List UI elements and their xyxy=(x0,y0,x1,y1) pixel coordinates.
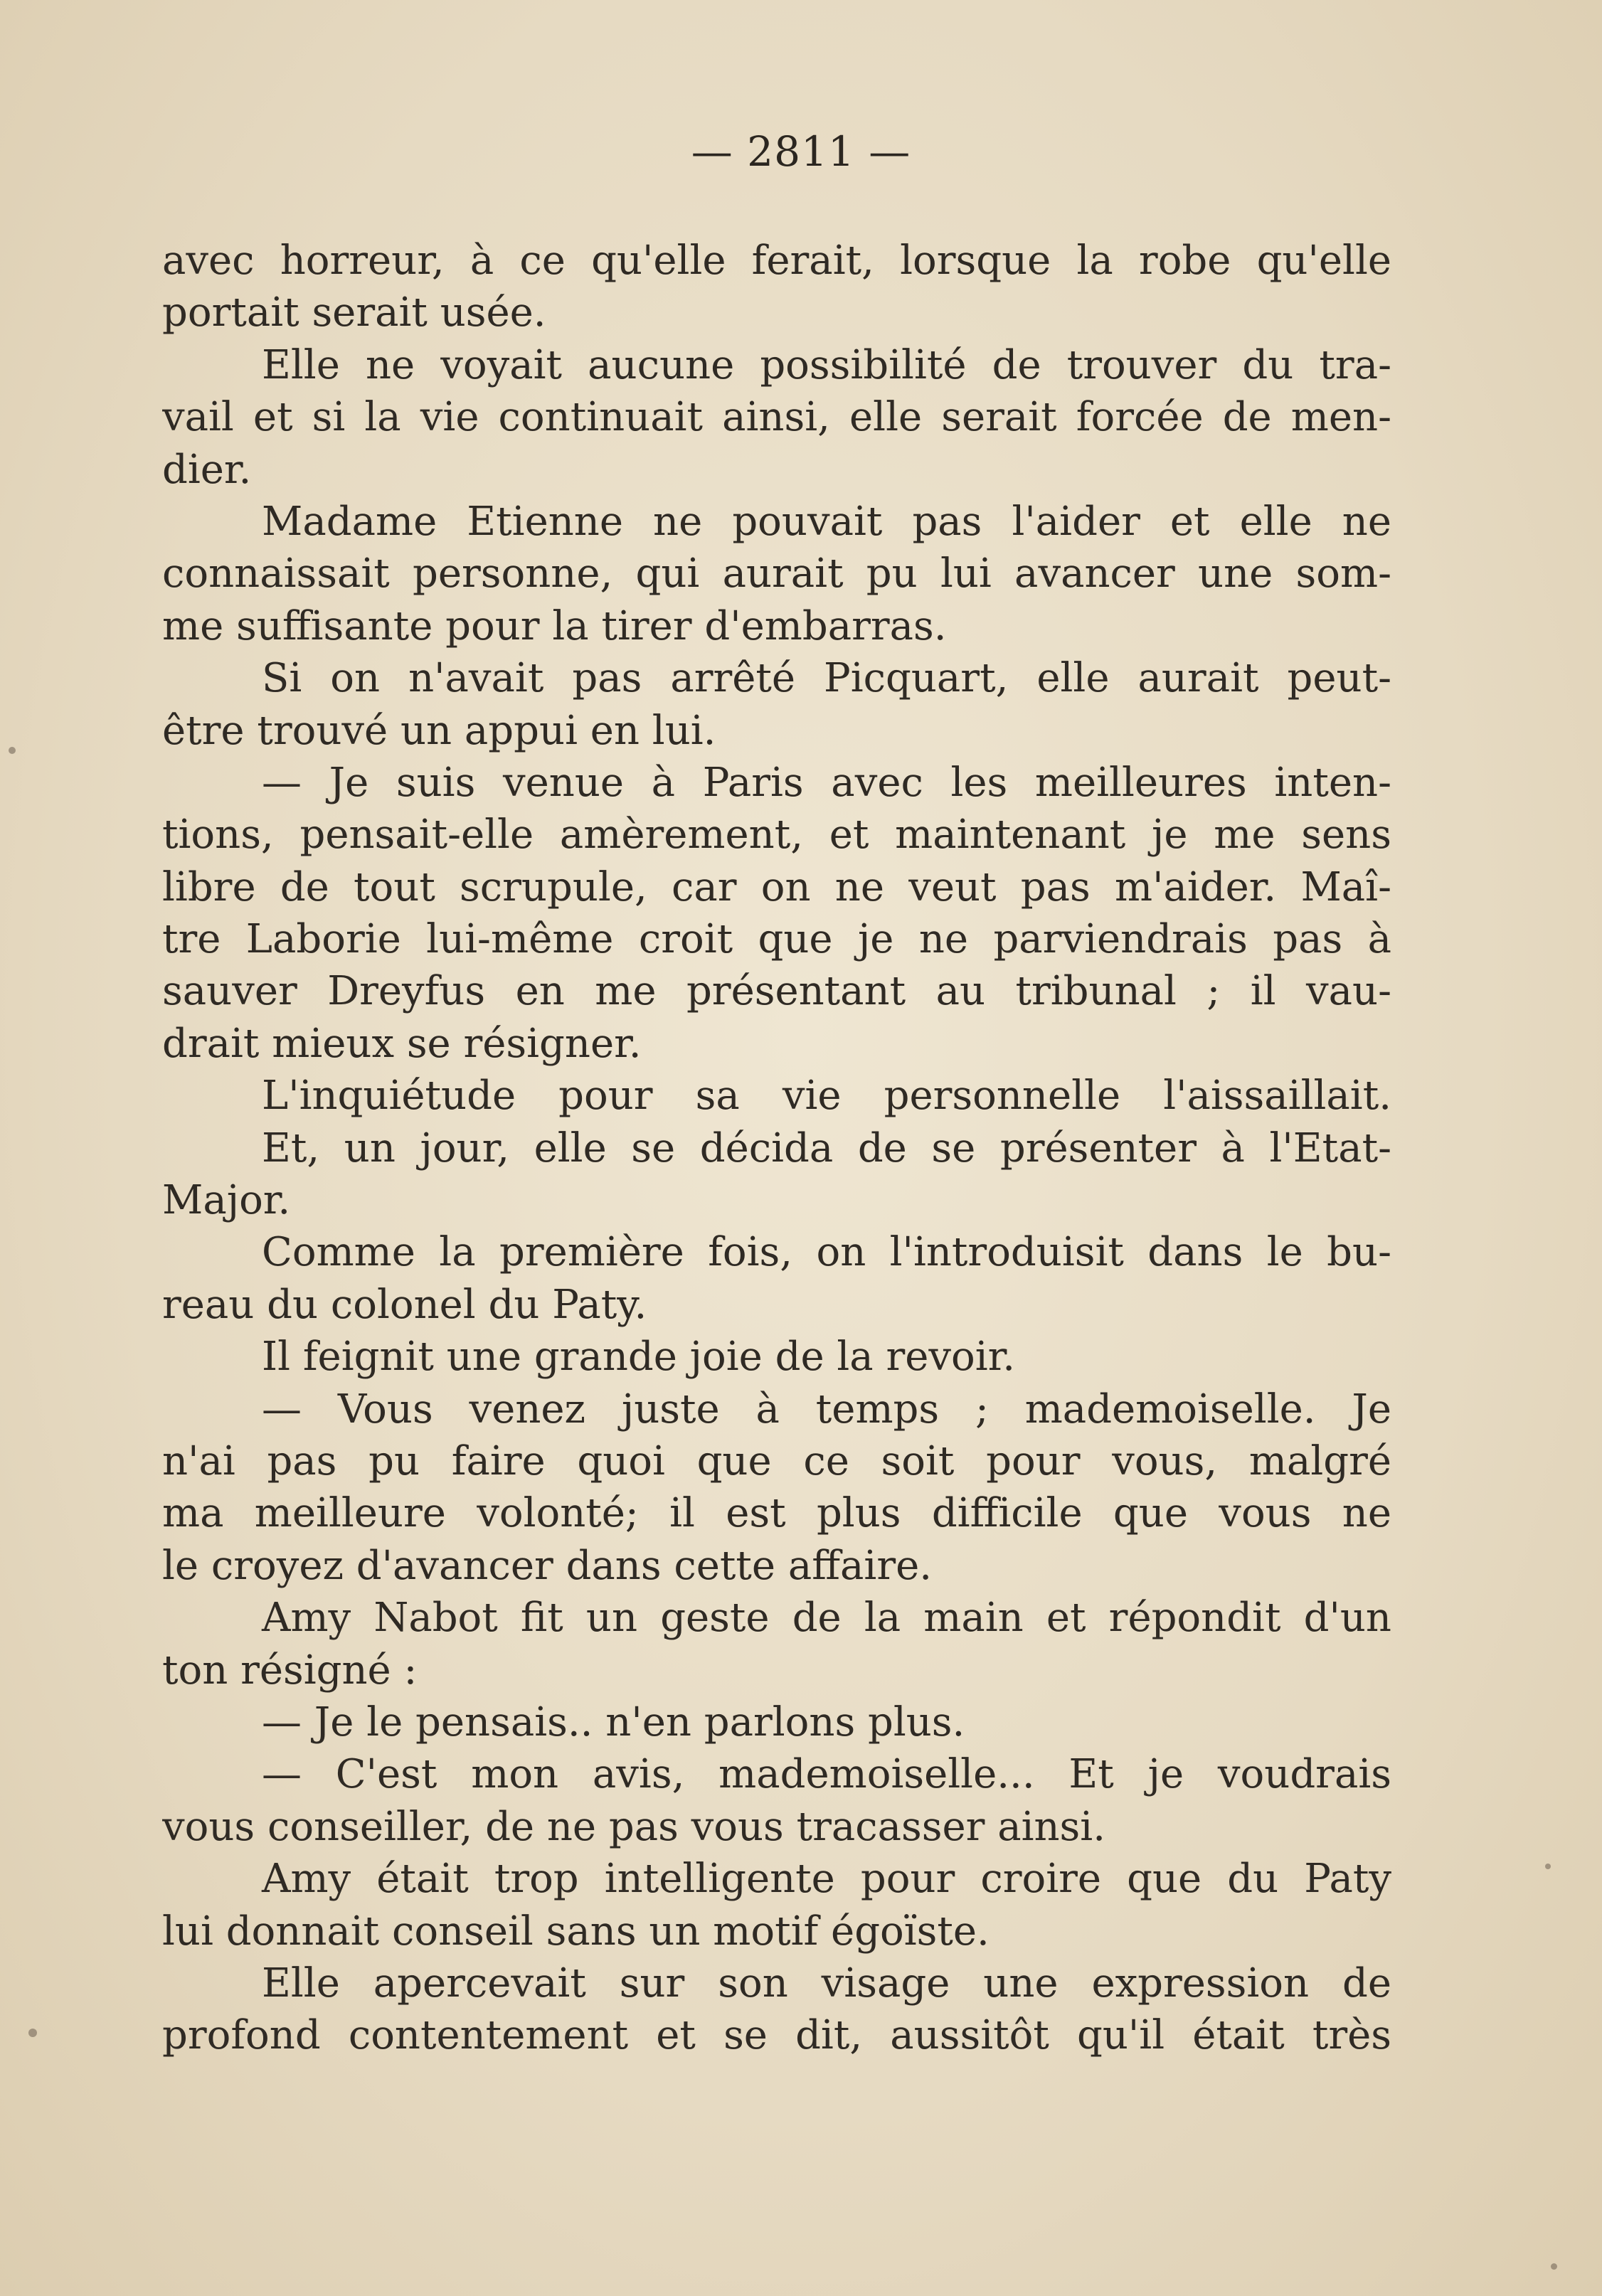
paper-speck xyxy=(1551,2263,1557,2270)
text-line: portait serait usée. xyxy=(162,289,546,336)
text-line: Comme la première fois, on l'introduisit dans le bu- xyxy=(262,1229,1391,1276)
text-line: me suffisante pour la tirer d'embarras. xyxy=(162,602,947,649)
text-line: connaissait personne, qui aurait pu lui avancer une som- xyxy=(162,551,1391,597)
text-line: ma meilleure volonté; il est plus difficile que vous ne xyxy=(162,1490,1391,1537)
text-line: vous conseiller, de ne pas vous tracasser ainsi. xyxy=(162,1803,1106,1850)
text-line: Madame Etienne ne pouvait pas l'aider et elle ne xyxy=(262,498,1391,545)
text-line: dier. xyxy=(162,446,252,493)
text-line: vail et si la vie continuait ainsi, elle serait forcée de men- xyxy=(162,394,1391,441)
text-line: lui donnait conseil sans un motif égoïste. xyxy=(162,1908,990,1955)
text-line: drait mieux se résigner. xyxy=(162,1020,642,1067)
text-line: libre de tout scrupule, car on ne veut pas m'aider. Maî- xyxy=(162,863,1391,910)
text-line: profond contentement et se dit, aussitôt qu'il était très xyxy=(162,2012,1391,2059)
text-line: sauver Dreyfus en me présentant au tribunal ; il vau- xyxy=(162,968,1391,1015)
text-line: Et, un jour, elle se décida de se présenter à l'Etat- xyxy=(262,1125,1391,1171)
text-line: — Je le pensais.. n'en parlons plus. xyxy=(262,1699,965,1745)
paper-speck xyxy=(28,2029,37,2037)
text-line: Elle ne voyait aucune possibilité de trouver du tra- xyxy=(262,341,1391,388)
text-line: L'inquiétude pour sa vie personnelle l'aissaillait. xyxy=(262,1073,1391,1120)
text-line: le croyez d'avancer dans cette affaire. xyxy=(162,1542,933,1589)
text-line: être trouvé un appui en lui. xyxy=(162,707,716,754)
text-line: ton résigné : xyxy=(162,1647,418,1694)
text-line: Major. xyxy=(162,1177,291,1224)
text-line: Amy était trop intelligente pour croire que du Paty xyxy=(262,1856,1391,1903)
text-line: — Je suis venue à Paris avec les meilleures inten- xyxy=(262,759,1391,806)
text-line: n'ai pas pu faire quoi que ce soit pour vous, malgré xyxy=(162,1437,1391,1484)
text-line: tre Laborie lui-même croit que je ne parviendrais pas à xyxy=(162,916,1391,963)
text-line: Amy Nabot fit un geste de la main et répondit d'un xyxy=(262,1595,1391,1642)
page-number: — 2811 — xyxy=(691,127,911,176)
text-line: Si on n'avait pas arrêté Picquart, elle aurait peut- xyxy=(262,655,1391,702)
body-text xyxy=(162,235,1391,2062)
text-line: tions, pensait-elle amèrement, et maintenant je me sens xyxy=(162,812,1391,859)
text-line: Elle apercevait sur son visage une expression de xyxy=(262,1960,1391,2007)
paper-speck xyxy=(9,747,16,754)
text-line: Il feignit une grande joie de la revoir. xyxy=(262,1334,1016,1381)
text-line: reau du colonel du Paty. xyxy=(162,1281,647,1328)
text-line: — C'est mon avis, mademoiselle... Et je voudrais xyxy=(262,1751,1391,1798)
text-line: — Vous venez juste à temps ; mademoiselle. Je xyxy=(262,1386,1391,1433)
paper-speck xyxy=(1545,1864,1551,1869)
text-line: avec horreur, à ce qu'elle ferait, lorsque la robe qu'elle xyxy=(162,238,1391,284)
